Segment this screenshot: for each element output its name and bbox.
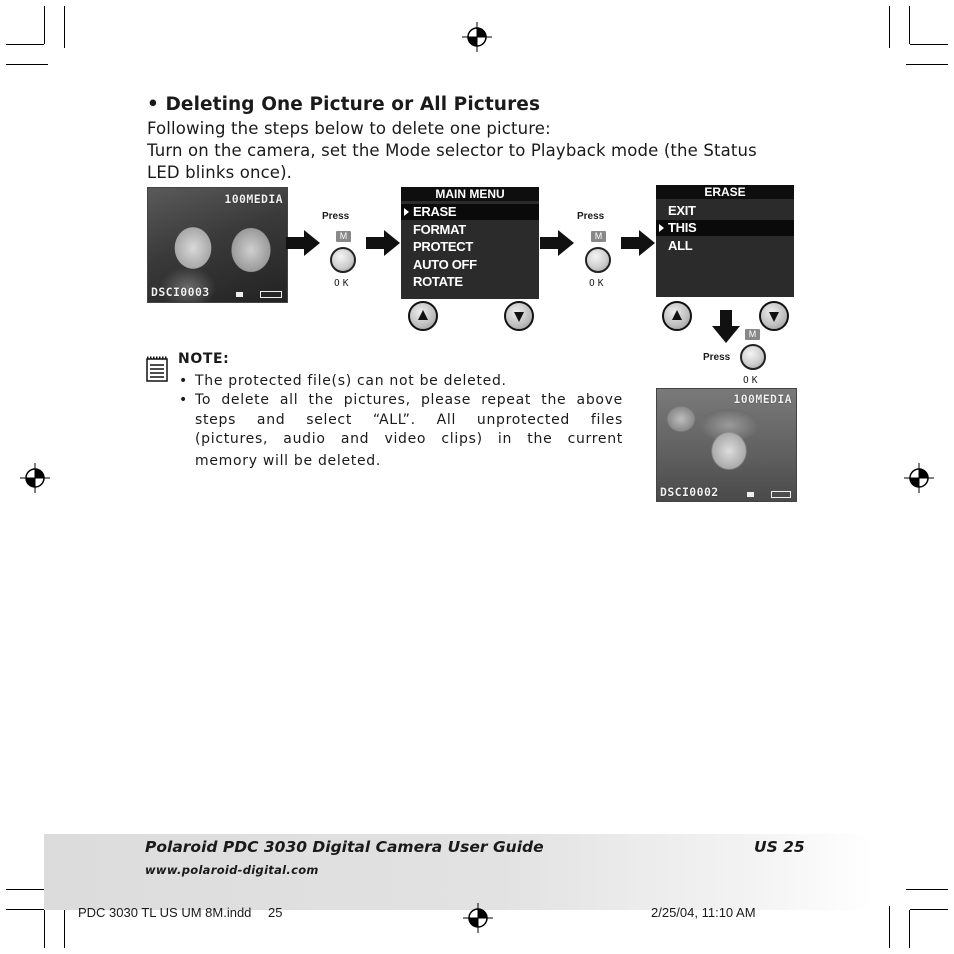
menu-item-auto-off[interactable]: AUTO OFF: [413, 257, 477, 272]
menu-item-exit[interactable]: EXIT: [668, 203, 696, 218]
card-icon: [236, 292, 243, 297]
note-bullet-2-line: To delete all the pictures, please repeat the above: [195, 392, 623, 408]
slug-page: 25: [268, 905, 283, 920]
crop-mark: [906, 889, 948, 890]
flow-arrow-icon: [366, 230, 402, 256]
crop-mark: [44, 910, 45, 948]
press-label: Press: [577, 211, 605, 222]
note-bullet-2-line: steps and select “ALL”. All unprotected files: [195, 412, 623, 428]
crop-mark: [6, 909, 44, 910]
note-bullet-1: The protected file(s) can not be deleted.: [195, 373, 507, 389]
m-badge: M: [336, 231, 351, 242]
menu-ok-button[interactable]: [740, 344, 766, 370]
registration-mark-icon: [462, 22, 492, 52]
note-bullet-2-line: (pictures, audio and video clips) in the current: [195, 431, 623, 447]
crop-mark: [64, 6, 65, 48]
section-heading: • Deleting One Picture or All Pictures: [147, 94, 541, 115]
selection-caret-icon: [404, 208, 409, 216]
crop-mark: [889, 6, 890, 48]
flow-arrow-icon: [286, 230, 322, 256]
selection-caret-icon: [659, 224, 664, 232]
playback-photo-boys: [147, 187, 288, 303]
menu-title: ERASE: [656, 185, 794, 199]
crop-mark: [910, 909, 948, 910]
folder-label: 100MEDIA: [733, 392, 792, 406]
bullet-icon: •: [179, 392, 188, 408]
crop-mark: [6, 64, 48, 65]
card-icon: [747, 492, 754, 497]
registration-mark-icon: [904, 463, 934, 493]
folder-label: 100MEDIA: [224, 192, 283, 206]
registration-mark-icon: [20, 463, 50, 493]
ok-label: OK: [743, 375, 761, 386]
up-button[interactable]: [662, 301, 692, 331]
note-bullet-2-line: memory will be deleted.: [195, 453, 382, 469]
erase-menu-screen: [656, 185, 794, 297]
bullet-icon: •: [179, 373, 188, 389]
page-number: US 25: [754, 838, 805, 856]
crop-mark: [910, 44, 948, 45]
battery-icon: [260, 291, 282, 298]
crop-mark: [44, 6, 45, 44]
guide-title: Polaroid PDC 3030 Digital Camera User Guide: [145, 838, 544, 856]
up-arrow-icon: [672, 310, 682, 320]
note-pad-icon: [146, 356, 168, 382]
menu-item-all[interactable]: ALL: [668, 238, 693, 253]
ok-label: OK: [589, 278, 607, 289]
down-button[interactable]: [504, 301, 534, 331]
slug-filename: PDC 3030 TL US UM 8M.indd: [78, 905, 252, 920]
flow-arrow-icon: [540, 230, 576, 256]
crop-mark: [909, 6, 910, 44]
file-label: DSCI0002: [660, 485, 719, 499]
flow-arrow-icon: [621, 230, 657, 256]
crop-mark: [889, 906, 890, 948]
menu-ok-button[interactable]: [585, 247, 611, 273]
main-menu-screen: [401, 187, 539, 299]
slug-date: 2/25/04, 11:10 AM: [651, 905, 756, 920]
down-arrow-icon: [769, 312, 779, 322]
website-link[interactable]: www.polaroid-digital.com: [145, 863, 319, 877]
down-button[interactable]: [759, 301, 789, 331]
intro-line: LED blinks once).: [147, 163, 293, 182]
m-badge: M: [591, 231, 606, 242]
registration-mark-icon: [463, 903, 493, 933]
menu-item-format[interactable]: FORMAT: [413, 222, 466, 237]
intro-line: Turn on the camera, set the Mode selector to Playback mode (the Status: [147, 141, 757, 160]
down-arrow-icon: [514, 312, 524, 322]
menu-item-rotate[interactable]: ROTATE: [413, 274, 463, 289]
m-badge: M: [745, 329, 760, 340]
crop-mark: [906, 64, 948, 65]
menu-title: MAIN MENU: [401, 187, 539, 201]
crop-mark: [6, 889, 48, 890]
intro-line: Following the steps below to delete one picture:: [147, 119, 551, 138]
menu-item-this[interactable]: THIS: [656, 220, 794, 236]
file-label: DSCI0003: [151, 285, 210, 299]
menu-item-erase[interactable]: ERASE: [401, 204, 539, 220]
crop-mark: [909, 910, 910, 948]
battery-icon: [771, 491, 791, 498]
press-label: Press: [322, 211, 350, 222]
press-label: Press: [703, 352, 731, 363]
up-button[interactable]: [408, 301, 438, 331]
menu-ok-button[interactable]: [330, 247, 356, 273]
crop-mark: [64, 906, 65, 948]
note-title: NOTE:: [178, 351, 230, 367]
crop-mark: [6, 44, 44, 45]
flow-arrow-down-icon: [711, 310, 741, 344]
menu-item-protect[interactable]: PROTECT: [413, 239, 474, 254]
ok-label: OK: [334, 278, 352, 289]
playback-photo-girl: [656, 388, 797, 502]
up-arrow-icon: [418, 310, 428, 320]
